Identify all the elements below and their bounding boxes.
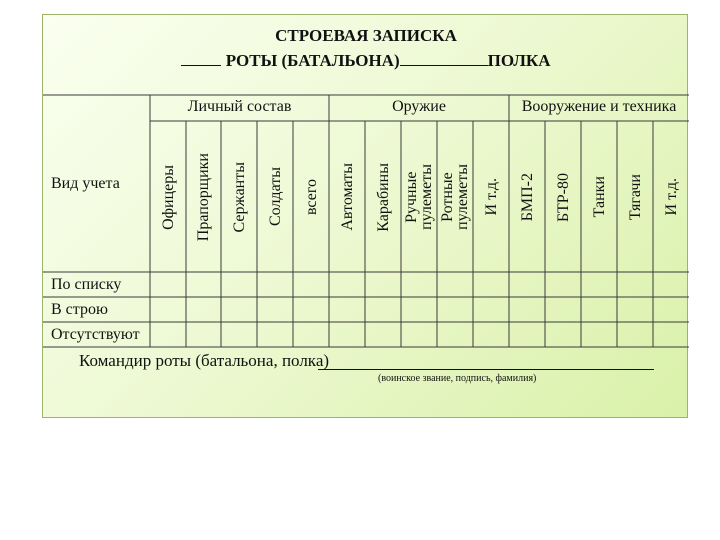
group-personnel: Личный состав [187, 98, 292, 115]
column-header [509, 122, 545, 272]
form-title: СТРОЕВАЯ ЗАПИСКА [275, 26, 457, 45]
column-header [581, 122, 617, 272]
column-header [545, 122, 581, 272]
row-label-absent: Отсутствуют [51, 326, 140, 343]
commander-hint: (воинское звание, подпись, фамилия) [378, 373, 537, 384]
row-header: Вид учета [51, 175, 120, 192]
column-header [257, 122, 293, 272]
column-header [186, 122, 221, 272]
column-header [617, 122, 653, 272]
column-label: всего [302, 178, 320, 216]
column-label: Прапорщики [195, 152, 212, 242]
column-header [221, 122, 257, 272]
group-equipment: Вооружение и техника [521, 98, 677, 115]
column-header [473, 122, 509, 272]
commander-label: Командир роты (батальона, полка) [79, 351, 330, 370]
commander-signature-line[interactable] [318, 369, 654, 370]
column-label: Сержанты [230, 161, 248, 233]
column-label: Тягачи [626, 173, 644, 221]
column-label: БМП-2 [518, 172, 536, 222]
group-weapons: Оружие [392, 98, 446, 115]
column-label: БТР-80 [554, 172, 572, 222]
column-label: Офицеры [159, 164, 177, 230]
column-label: Карабины [374, 162, 392, 232]
column-header [653, 122, 689, 272]
column-label: И т.д. [662, 178, 680, 216]
subtitle-end: ПОЛКА [487, 51, 551, 70]
column-header [293, 122, 329, 272]
column-label: Танки [590, 176, 608, 218]
column-header [401, 122, 437, 272]
column-header [437, 122, 473, 272]
column-header [150, 122, 186, 272]
column-label: И т.д. [482, 178, 500, 216]
subtitle-mid: РОТЫ (БАТАЛЬОНА) [225, 51, 400, 70]
column-label: Автоматы [338, 163, 356, 231]
column-header [329, 122, 365, 272]
column-label: Солдаты [266, 167, 284, 227]
column-header [365, 122, 401, 272]
row-label-present: В строю [51, 301, 108, 318]
row-label-list: По списку [51, 276, 122, 293]
column-label: Ручные пулеметы [403, 164, 435, 230]
column-label: Ротные пулеметы [439, 164, 471, 230]
report-form [42, 14, 688, 418]
